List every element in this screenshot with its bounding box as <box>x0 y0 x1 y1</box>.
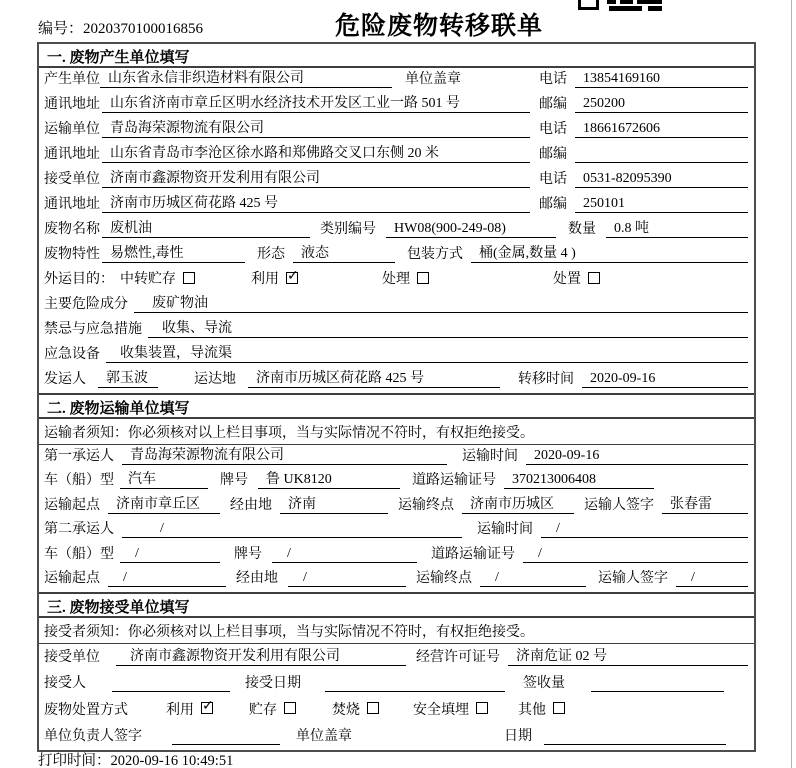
route-end-value: 济南市历城区 <box>462 493 574 514</box>
row-transporter <box>39 118 754 143</box>
producer-value: 山东省永信非织造材料有限公司 <box>100 67 392 88</box>
road-license-label: 道路运输证号 <box>412 473 496 488</box>
vehicle-type-label: 车（船）型 <box>44 546 114 562</box>
notice-label: 接受者须知： <box>44 624 128 640</box>
signed-qty-value <box>591 691 724 692</box>
transporter-value: 青岛海荣源物流有限公司 <box>102 117 530 138</box>
row-receiver <box>39 168 754 193</box>
section-transporter <box>39 393 754 592</box>
vehicle-type-value: 汽车 <box>120 468 208 489</box>
acceptor-label: 接受人 <box>44 676 86 691</box>
dispose-checkbox <box>588 272 600 284</box>
waste-name-label: 废物名称 <box>44 222 100 237</box>
disposal-option: 其他 <box>518 699 565 719</box>
producer-zip: 250200 <box>575 96 748 113</box>
category-label: 类别编号 <box>320 222 376 237</box>
row-waste-traits <box>39 243 754 268</box>
route-via-value: / <box>288 570 406 587</box>
row-shipper <box>39 368 754 393</box>
traits-label: 废物特性 <box>44 247 100 262</box>
equipment-value: 收集装置，导流渠 <box>106 342 748 363</box>
zip-label: 邮编 <box>539 97 567 112</box>
transporter-zip <box>575 162 748 163</box>
hazard-value: 废矿物油 <box>134 292 748 313</box>
address-label: 通讯地址 <box>44 97 100 112</box>
route-end-label: 运输终点 <box>398 497 454 513</box>
doc-number-label: 编号： <box>38 21 84 37</box>
disposal-option: 利用 ✓ <box>166 699 213 719</box>
producer-address: 山东省济南市章丘区明水经济技术开发区工业一路 501 号 <box>102 92 530 113</box>
transfer-time-value: 2020-09-16 <box>582 371 748 388</box>
row-producer <box>39 68 754 93</box>
category-value: HW08(900-249-08) <box>386 221 556 238</box>
zip-label: 邮编 <box>539 147 567 162</box>
row-responsible-signature <box>39 724 754 751</box>
purpose-option: 处理 <box>382 268 429 288</box>
accept-date-value <box>325 691 505 692</box>
row-emergency-measures <box>39 318 754 343</box>
producer-label: 产生单位 <box>44 72 100 87</box>
section-receiver <box>39 592 754 750</box>
row-carrier1 <box>39 445 754 470</box>
route-end-label: 运输终点 <box>416 571 472 586</box>
carrier1-value: 青岛海荣源物流有限公司 <box>122 444 447 465</box>
business-license-value: 济南危证 02 号 <box>508 645 748 666</box>
route-end-value: / <box>480 570 586 587</box>
transport-time-value: / <box>541 521 748 538</box>
print-time-label: 打印时间： <box>38 753 111 768</box>
transport-time-label: 运输时间 <box>462 448 518 464</box>
disposal-label: 废物处置方式 <box>44 702 128 718</box>
transit-storage-checkbox <box>183 272 195 284</box>
accept-unit-value: 济南市鑫源物资开发利用有限公司 <box>116 645 406 666</box>
packing-value: 桶(金属,数量 4 ) <box>471 242 748 263</box>
utilize-checkbox <box>286 272 298 284</box>
shipper-value: 郭玉波 <box>98 367 158 388</box>
row-acceptor <box>39 671 754 698</box>
road-license-value: / <box>523 546 748 563</box>
row-vehicle1 <box>39 470 754 495</box>
packing-label: 包装方式 <box>407 247 463 262</box>
row-waste-name <box>39 218 754 243</box>
signed-qty-label: 签收量 <box>523 676 565 691</box>
route-start-value: / <box>108 570 226 587</box>
measures-label: 禁忌与应急措施 <box>44 322 142 337</box>
row-carrier2 <box>39 519 754 544</box>
row-disposal-method <box>39 697 754 724</box>
plate-label: 牌号 <box>234 546 262 562</box>
disposal-option: 贮存 <box>249 699 296 719</box>
purpose-option: 利用 ✓ <box>251 268 298 288</box>
row-transporter-address <box>39 143 754 168</box>
address-label: 通讯地址 <box>44 197 100 212</box>
destination-value: 济南市历城区荷花路 425 号 <box>248 367 500 388</box>
section-producer <box>39 44 754 393</box>
page-title: 危险废物转移联单 <box>335 13 544 40</box>
other-checkbox <box>553 702 565 714</box>
destination-label: 运达地 <box>194 372 236 387</box>
transporter-label: 运输单位 <box>44 122 100 137</box>
qr-code-fragment <box>578 0 664 11</box>
carrier-sign-value: / <box>676 570 748 587</box>
page-edge-line <box>791 0 792 768</box>
purpose-option: 处置 <box>553 268 600 288</box>
row-producer-address <box>39 93 754 118</box>
route-via-label: 经由地 <box>236 571 278 586</box>
route-start-value: 济南市章丘区 <box>108 493 220 514</box>
road-license-label: 道路运输证号 <box>431 546 515 562</box>
accept-unit-label: 接受单位 <box>44 649 100 665</box>
transport-time-value: 2020-09-16 <box>526 448 748 465</box>
road-license-value: 370213006408 <box>504 472 654 489</box>
plate-label: 牌号 <box>220 473 248 488</box>
transport-time-label: 运输时间 <box>477 522 533 537</box>
unit-seal-label: 单位盖章 <box>296 729 352 744</box>
quantity-value: 0.8 吨 <box>606 217 748 238</box>
row-receiver-address <box>39 193 754 218</box>
carrier2-label: 第二承运人 <box>44 522 114 537</box>
row-vehicle2 <box>39 543 754 568</box>
print-time-value: 2020-09-16 10:49:51 <box>110 753 234 768</box>
carrier1-label: 第一承运人 <box>44 448 114 464</box>
receiver-value: 济南市鑫源物资开发利用有限公司 <box>102 167 530 188</box>
phone-label: 电话 <box>539 172 567 187</box>
row-transfer-purpose <box>39 268 754 293</box>
doc-number-value: 2020370100016856 <box>83 21 204 37</box>
purpose-option: 中转贮存 <box>120 268 195 288</box>
incinerate-checkbox <box>367 702 379 714</box>
disposal-option: 焚烧 <box>332 699 379 719</box>
disposal-option: 安全填埋 <box>413 699 488 719</box>
storage-checkbox <box>284 702 296 714</box>
notice-text: 你必须核对以上栏目事项，当与实际情况不符时，有权拒绝接受。 <box>128 624 534 640</box>
row-route1 <box>39 494 754 519</box>
section2-title: 二. 废物运输单位填写 <box>39 395 754 419</box>
producer-phone: 13854169160 <box>575 71 748 88</box>
row-hazard-components <box>39 293 754 318</box>
plate-value: 鲁 UK8120 <box>258 468 400 489</box>
receiver-address: 济南市历城区荷花路 425 号 <box>102 192 530 213</box>
hazard-label: 主要危险成分 <box>44 297 128 312</box>
manifest-form <box>37 42 756 752</box>
route-start-label: 运输起点 <box>44 571 100 586</box>
equipment-label: 应急设备 <box>44 347 100 362</box>
route-via-label: 经由地 <box>230 497 272 513</box>
print-time <box>38 749 233 768</box>
vehicle-type-label: 车（船）型 <box>44 473 114 488</box>
route-via-value: 济南 <box>280 493 388 514</box>
quantity-label: 数量 <box>568 222 596 237</box>
form-value: 液态 <box>293 242 395 263</box>
phone-label: 电话 <box>539 122 567 137</box>
acceptor-value <box>112 691 230 692</box>
transporter-notice <box>39 419 754 445</box>
accept-date-label: 接受日期 <box>245 676 301 691</box>
section3-title: 三. 废物接受单位填写 <box>39 594 754 618</box>
receiver-label: 接受单位 <box>44 172 100 187</box>
notice-text: 你必须核对以上栏目事项，当与实际情况不符时，有权拒绝接受。 <box>128 425 534 441</box>
doc-number <box>38 17 203 38</box>
row-route2 <box>39 568 754 593</box>
receiver-zip: 250101 <box>575 196 748 213</box>
receiver-notice <box>39 618 754 644</box>
route-start-label: 运输起点 <box>44 497 100 513</box>
section1-title: 一. 废物产生单位填写 <box>39 44 754 68</box>
business-license-label: 经营许可证号 <box>416 649 500 665</box>
address-label: 通讯地址 <box>44 147 100 162</box>
waste-name-value: 废机油 <box>102 217 310 238</box>
carrier-sign-label: 运输人签字 <box>598 571 668 586</box>
form-label: 形态 <box>257 247 285 262</box>
plate-value: / <box>272 546 417 563</box>
unit-seal-label: 单位盖章 <box>405 72 461 87</box>
transporter-phone: 18661672606 <box>575 121 748 138</box>
date-label: 日期 <box>504 729 532 744</box>
responsible-sign-label: 单位负责人签字 <box>44 729 142 744</box>
phone-label: 电话 <box>539 72 567 87</box>
vehicle-type-value: / <box>120 546 220 563</box>
responsible-sign-value <box>172 744 280 745</box>
utilize-checkbox <box>201 702 213 714</box>
purpose-label: 外运目的： <box>44 272 114 287</box>
receiver-phone: 0531-82095390 <box>575 171 748 188</box>
row-emergency-equipment <box>39 343 754 368</box>
row-accept-unit <box>39 644 754 671</box>
carrier-sign-value: 张春雷 <box>662 493 748 514</box>
notice-label: 运输者须知： <box>44 425 128 441</box>
carrier-sign-label: 运输人签字 <box>584 497 654 513</box>
transfer-time-label: 转移时间 <box>518 372 574 387</box>
carrier2-value: / <box>122 521 462 538</box>
measures-value: 收集、导流 <box>148 317 748 338</box>
zip-label: 邮编 <box>539 197 567 212</box>
date-value <box>544 744 726 745</box>
transporter-address: 山东省青岛市李沧区徐水路和郑佛路交叉口东侧 20 米 <box>102 142 530 163</box>
shipper-label: 发运人 <box>44 372 86 387</box>
landfill-checkbox <box>476 702 488 714</box>
traits-value: 易燃性,毒性 <box>102 242 245 263</box>
treat-checkbox <box>417 272 429 284</box>
